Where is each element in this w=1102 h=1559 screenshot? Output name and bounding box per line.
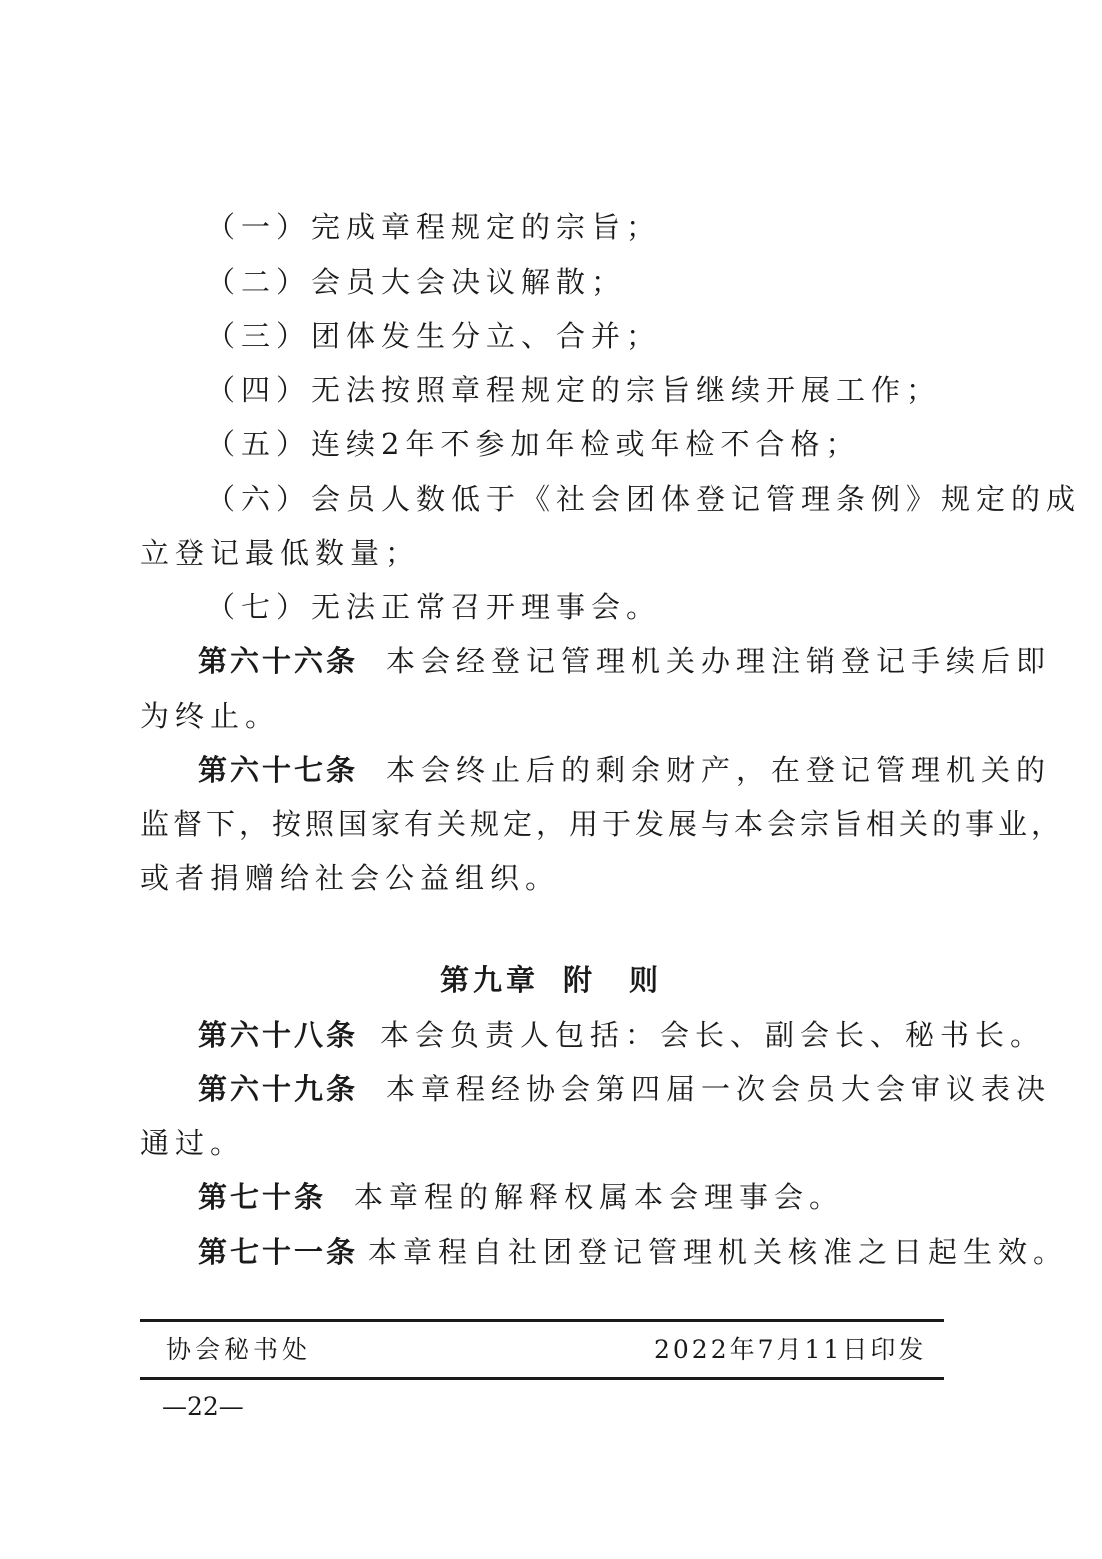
article-69 — [198, 1069, 1051, 1109]
footer-issuer: 协会秘书处 — [166, 1335, 312, 1364]
chapter-heading — [0, 960, 1102, 1000]
article-71-text: 本章程自社团登记管理机关核准之日起生效。 — [368, 1235, 1069, 1269]
item-5: （五）连续2年不参加年检或年检不合格； — [206, 427, 861, 461]
article-69-text: 本章程经协会第四届一次会员大会审议表决 — [386, 1072, 1052, 1106]
article-66-continuation: 为终止。 — [140, 699, 281, 733]
article-70-title: 第七十条 — [198, 1180, 327, 1214]
footer-bottom-rule — [140, 1377, 944, 1380]
article-69-title: 第六十九条 — [198, 1072, 359, 1106]
article-66-text: 本会经登记管理机关办理注销登记手续后即 — [386, 644, 1052, 678]
article-67-text: 本会终止后的剩余财产，在登记管理机关的 — [386, 753, 1052, 787]
item-7: （七）无法正常召开理事会。 — [206, 590, 662, 624]
article-70 — [198, 1177, 844, 1217]
article-67-continuation-2: 或者捐赠给社会公益组织。 — [140, 861, 561, 895]
article-67-title: 第六十七条 — [198, 753, 359, 787]
item-6: （六）会员人数低于《社会团体登记管理条例》规定的成 — [206, 482, 1082, 516]
article-71 — [198, 1232, 1068, 1272]
article-68-text: 本会负责人包括：会长、副会长、秘书长。 — [380, 1018, 1046, 1052]
article-70-text: 本章程的解释权属本会理事会。 — [354, 1180, 845, 1214]
item-3: （三）团体发生分立、合并； — [206, 319, 662, 353]
chapter-name: 附 则 — [563, 963, 663, 997]
page-number: —22— — [162, 1392, 244, 1421]
article-66 — [198, 641, 1051, 681]
item-2: （二）会员大会决议解散； — [206, 265, 627, 299]
article-67-continuation-1: 监督下，按照国家有关规定，用于发展与本会宗旨相关的事业， — [140, 807, 1065, 841]
footer-top-rule — [140, 1319, 944, 1322]
article-68 — [198, 1015, 1045, 1055]
item-4: （四）无法按照章程规定的宗旨继续开展工作； — [206, 373, 942, 407]
chapter-number: 第九章 — [439, 963, 539, 997]
article-66-title: 第六十六条 — [198, 644, 359, 678]
item-1: （一）完成章程规定的宗旨； — [206, 210, 662, 244]
article-71-title: 第七十一条 — [198, 1235, 359, 1269]
footer-date: 2022年7月11日印发 — [654, 1335, 927, 1364]
article-69-continuation: 通过。 — [140, 1126, 246, 1160]
article-67 — [198, 750, 1051, 790]
article-68-title: 第六十八条 — [198, 1018, 359, 1052]
item-6-continuation: 立登记最低数量； — [140, 536, 421, 570]
